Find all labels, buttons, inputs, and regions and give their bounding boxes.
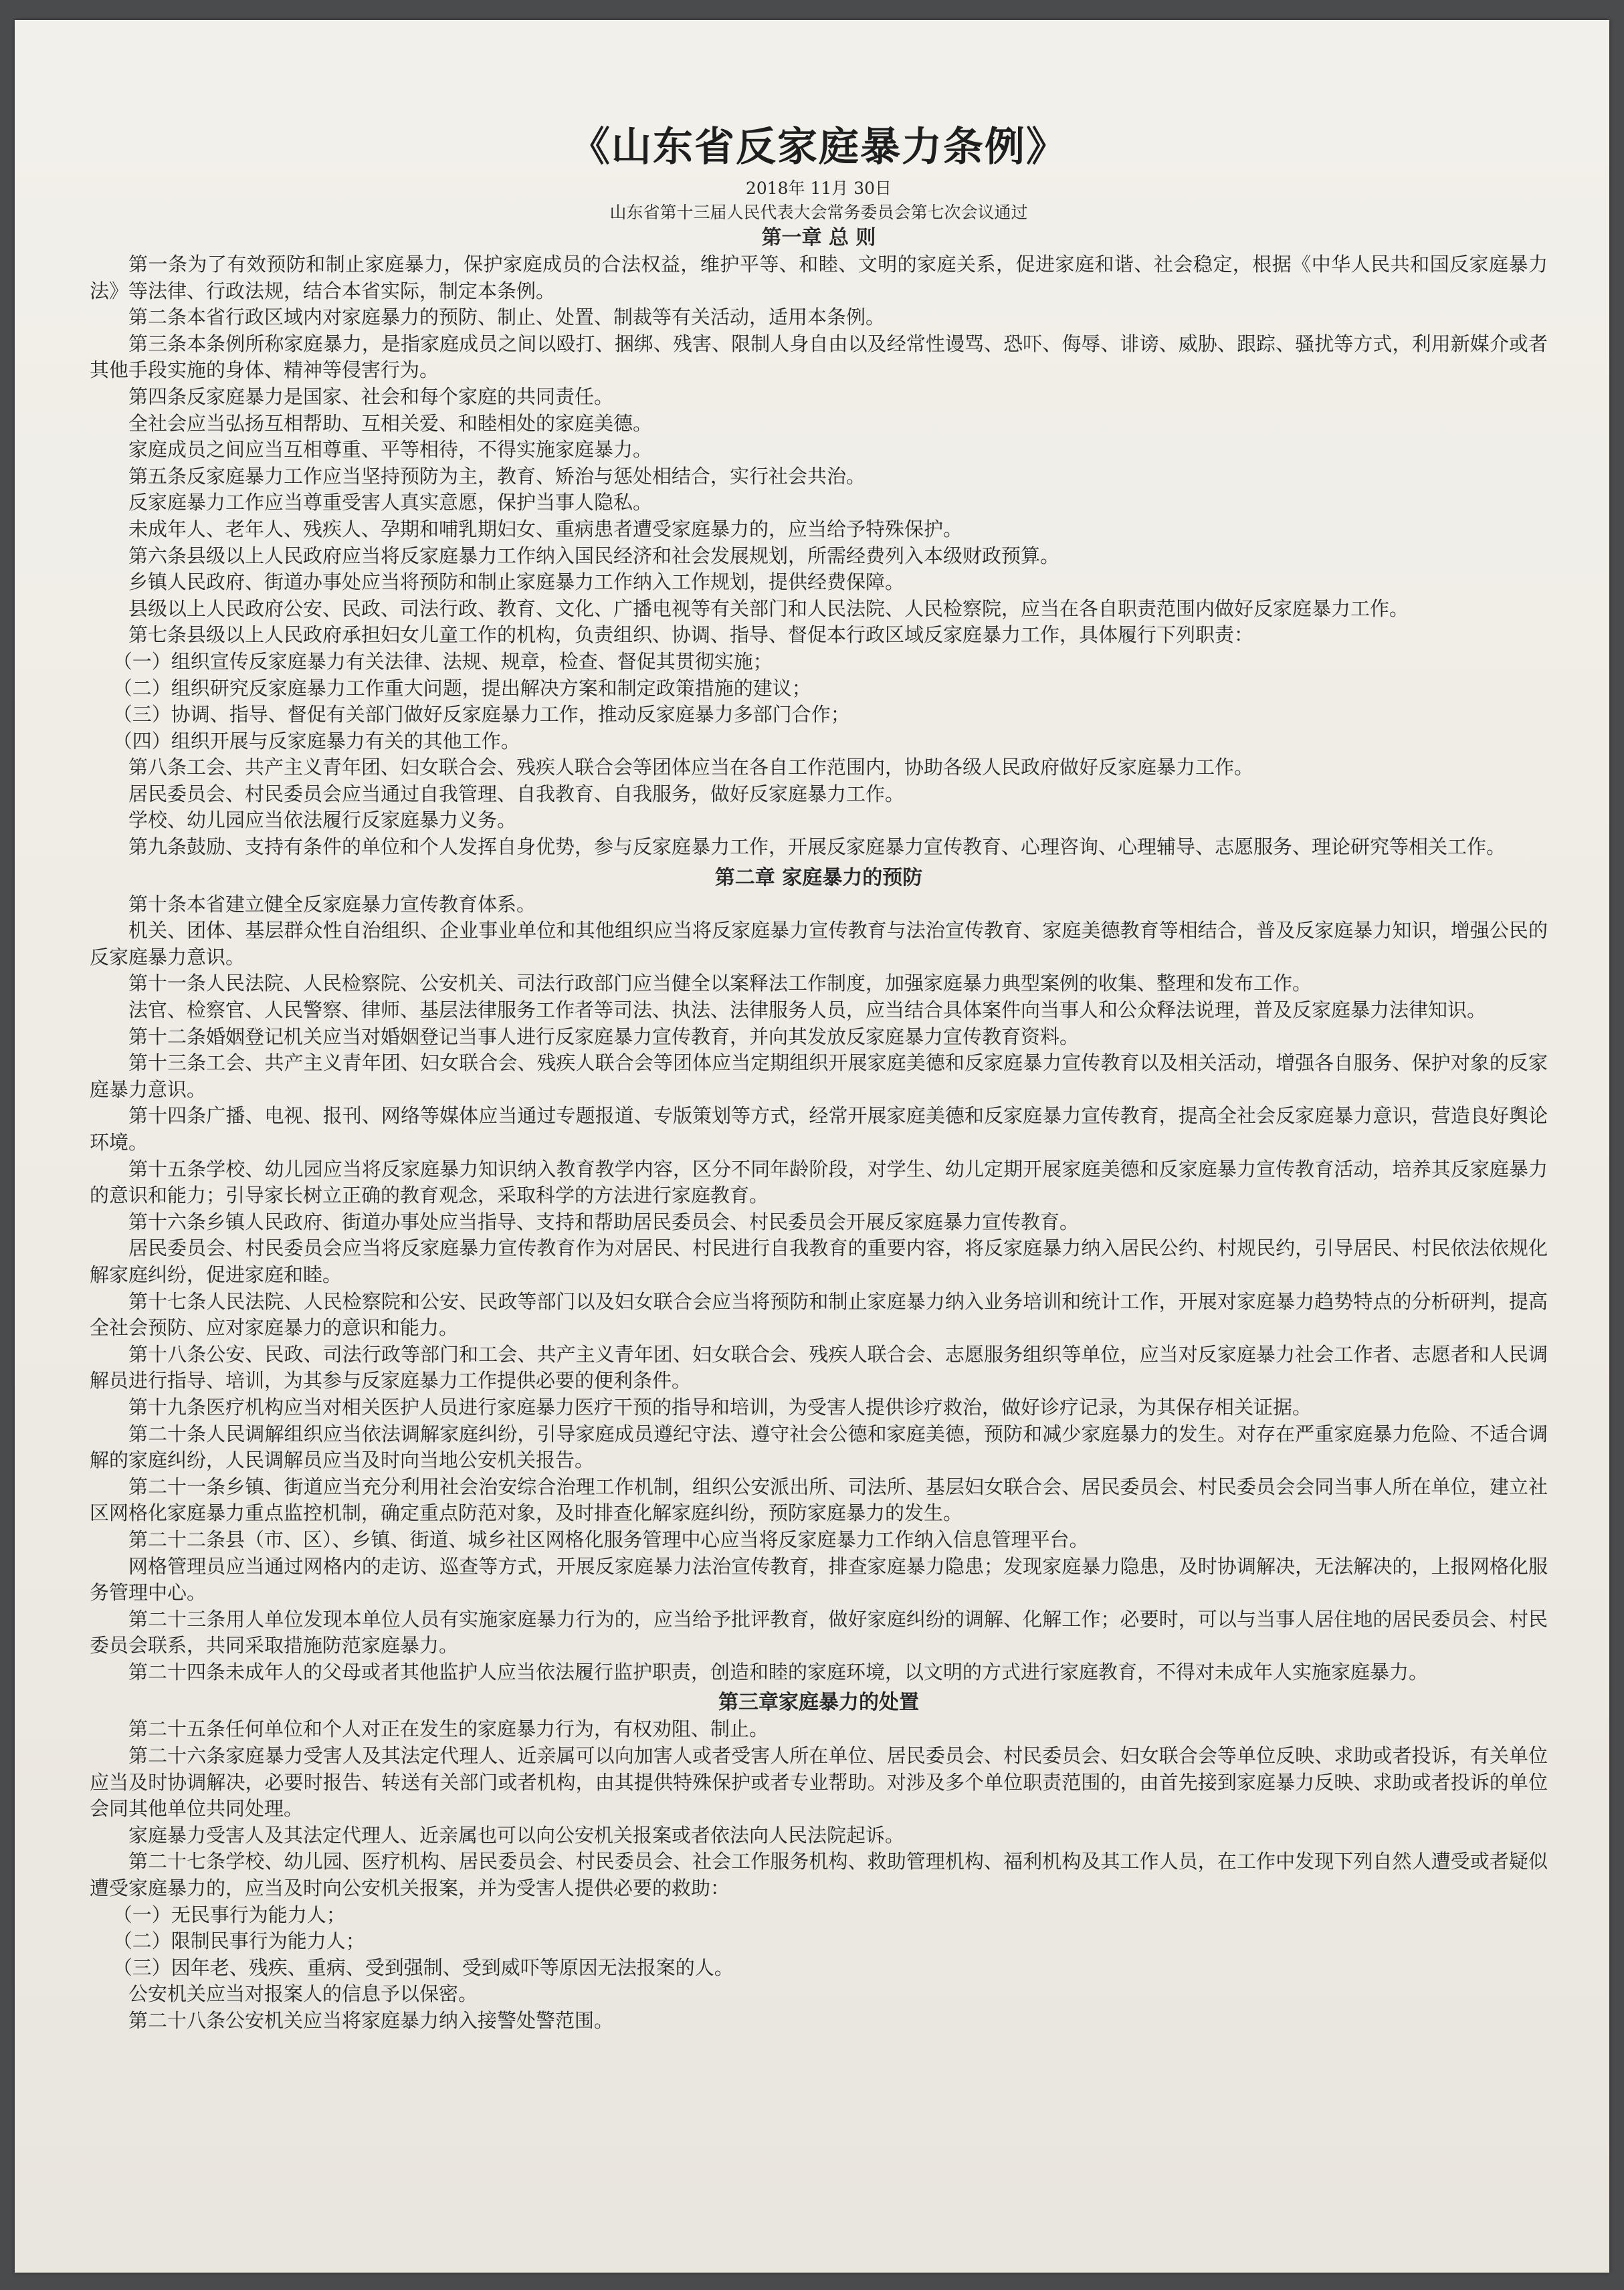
article-paragraph: 机关、团体、基层群众性自治组织、企业事业单位和其他组织应当将反家庭暴力宣传教育与法治宣传教育、家庭美德教育等相结合，普及反家庭暴力知识，增强公民的反家庭暴力意识。 [90, 919, 1548, 968]
article-paragraph: 第二十七条学校、幼儿园、医疗机构、居民委员会、村民委员会、社会工作服务机构、救助管理机构、福利机构及其工作人员，在工作中发现下列自然人遭受或者疑似遭受家庭暴力的，应当及时向公安机关报案，并为受害人提供必要的救助： [90, 1850, 1548, 1900]
article-paragraph: 第二十六条家庭暴力受害人及其法定代理人、近亲属可以向加害人或者受害人所在单位、居民委员会、村民委员会、妇女联合会等单位反映、求助或者投诉，有关单位应当及时协调解决，必要时报告、转送有关部门或者机构，由其提供特殊保护或者专业帮助。对涉及多个单位职责范围的，由首先接到家庭暴力反映、求助或者投诉的单位会同其他单位共同处理。 [90, 1744, 1548, 1820]
article-paragraph: （三）因年老、残疾、重病、受到强制、受到威吓等原因无法报案的人。 [112, 1956, 734, 1979]
article-paragraph: 第六条县级以上人民政府应当将反家庭暴力工作纳入国民经济和社会发展规划，所需经费列入本级财政预算。 [128, 544, 1060, 567]
article-paragraph: 第十四条广播、电视、报刊、网络等媒体应当通过专题报道、专版策划等方式，经常开展家庭美德和反家庭暴力宣传教育，提高全社会反家庭暴力意识，营造良好舆论环境。 [90, 1104, 1548, 1154]
article-paragraph: 第二十一条乡镇、街道应当充分利用社会治安综合治理工作机制，组织公安派出所、司法所、基层妇女联合会、居民委员会、村民委员会会同当事人所在单位，建立社区网格化家庭暴力重点监控机制，确定重点防范对象，及时排查化解家庭纠纷，预防家庭暴力的发生。 [90, 1475, 1548, 1525]
article-paragraph: 居民委员会、村民委员会应当通过自我管理、自我教育、自我服务，做好反家庭暴力工作。 [128, 782, 905, 805]
article-paragraph: （二）限制民事行为能力人； [112, 1930, 365, 1953]
article-paragraph: 第二十八条公安机关应当将家庭暴力纳入接警处警范围。 [128, 2009, 614, 2032]
article-paragraph: 家庭暴力受害人及其法定代理人、近亲属也可以向公安机关报案或者依法向人民法院起诉。 [128, 1823, 905, 1847]
article-paragraph: （三）协调、指导、督促有关部门做好反家庭暴力工作，推动反家庭暴力多部门合作； [112, 703, 850, 726]
adoption-note: 山东省第十三届人民代表大会常务委员会第七次会议通过 [609, 203, 1028, 222]
article-paragraph: 第二十四条未成年人的父母或者其他监护人应当依法履行监护职责，创造和睦的家庭环境，以文明的方式进行家庭教育，不得对未成年人实施家庭暴力。 [128, 1660, 1429, 1683]
article-paragraph: 第二条本省行政区域内对家庭暴力的预防、制止、处置、制裁等有关活动，适用本条例。 [128, 306, 886, 329]
article-paragraph: 第十五条学校、幼儿园应当将反家庭暴力知识纳入教育教学内容，区分不同年龄阶段，对学生、幼儿定期开展家庭美德和反家庭暴力宣传教育活动，培养其反家庭暴力的意识和能力；引导家长树立正确的教育观念，采取科学的方法进行家庭教育。 [90, 1157, 1548, 1207]
article-paragraph: 第十条本省建立健全反家庭暴力宣传教育体系。 [128, 892, 536, 916]
article-paragraph: 县级以上人民政府公安、民政、司法行政、教育、文化、广播电视等有关部门和人民法院、人民检察院，应当在各自职责范围内做好反家庭暴力工作。 [128, 597, 1409, 620]
article-paragraph: （一）无民事行为能力人； [112, 1903, 346, 1926]
article-paragraph: 法官、检察官、人民警察、律师、基层法律服务工作者等司法、执法、法律服务人员，应当结合具体案件向当事人和公众释法说理，普及反家庭暴力法律知识。 [128, 999, 1487, 1022]
document-title: 《山东省反家庭暴力条例》 [570, 124, 1068, 171]
article-paragraph: 第十七条人民法院、人民检察院和公安、民政等部门以及妇女联合会应当将预防和制止家庭暴力纳入业务培训和统计工作，开展对家庭暴力趋势特点的分析研判，提高全社会预防、应对家庭暴力的意识和能力。 [90, 1289, 1548, 1340]
article-paragraph: 第十三条工会、共产主义青年团、妇女联合会、残疾人联合会等团体应当定期组织开展家庭美德和反家庭暴力宣传教育以及相关活动，增强各自服务、保护对象的反家庭暴力意识。 [90, 1051, 1548, 1101]
article-paragraph: 家庭成员之间应当互相尊重、平等相待，不得实施家庭暴力。 [128, 438, 653, 461]
article-paragraph: 居民委员会、村民委员会应当将反家庭暴力宣传教育作为对居民、村民进行自我教育的重要内容，将反家庭暴力纳入居民公约、村规民约，引导居民、村民依法依规化解家庭纠纷，促进家庭和睦。 [90, 1237, 1548, 1286]
article-paragraph: 第三条本条例所称家庭暴力，是指家庭成员之间以殴打、捆绑、残害、限制人身自由以及经常性谩骂、恐吓、侮辱、诽谤、威胁、跟踪、骚扰等方式，利用新媒介或者其他手段实施的身体、精神等侵害行为。 [90, 332, 1548, 382]
article-paragraph: 第十八条公安、民政、司法行政等部门和工会、共产主义青年团、妇女联合会、残疾人联合会、志愿服务组织等单位，应当对反家庭暴力社会工作者、志愿者和人民调解员进行指导、培训，为其参与反家庭暴力工作提供必要的便利条件。 [90, 1342, 1548, 1392]
article-paragraph: 第五条反家庭暴力工作应当坚持预防为主，教育、矫治与惩处相结合，实行社会共治。 [128, 464, 866, 488]
article-paragraph: 第四条反家庭暴力是国家、社会和每个家庭的共同责任。 [128, 385, 614, 408]
chapters-container [90, 225, 1548, 2035]
article-paragraph: （二）组织研究反家庭暴力工作重大问题，提出解决方案和制定政策措施的建议； [112, 676, 811, 700]
article-paragraph: 第八条工会、共产主义青年团、妇女联合会、残疾人联合会等团体应当在各自工作范围内，协助各级人民政府做好反家庭暴力工作。 [128, 756, 1254, 779]
chapter-heading: 第二章 家庭暴力的预防 [714, 865, 923, 890]
article-paragraph: 第十一条人民法院、人民检察院、公安机关、司法行政部门应当健全以案释法工作制度，加强家庭暴力典型案例的收集、整理和发布工作。 [128, 972, 1312, 995]
article-paragraph: 第十九条医疗机构应当对相关医护人员进行家庭暴力医疗干预的指导和培训，为受害人提供诊疗救治，做好诊疗记录，为其保存相关证据。 [128, 1395, 1312, 1419]
article-paragraph: 反家庭暴力工作应当尊重受害人真实意愿，保护当事人隐私。 [128, 491, 653, 514]
article-paragraph: （四）组织开展与反家庭暴力有关的其他工作。 [112, 729, 520, 752]
article-paragraph: 第九条鼓励、支持有条件的单位和个人发挥自身优势，参与反家庭暴力工作，开展反家庭暴力宣传教育、心理咨询、心理辅导、志愿服务、理论研究等相关工作。 [128, 835, 1506, 859]
article-paragraph: 全社会应当弘扬互相帮助、互相关爱、和睦相处的家庭美德。 [128, 411, 653, 435]
article-paragraph: 公安机关应当对报案人的信息予以保密。 [128, 1982, 478, 2006]
paper-sheet [15, 20, 1609, 2273]
article-paragraph: 学校、幼儿园应当依法履行反家庭暴力义务。 [128, 809, 517, 832]
chapter-heading: 第一章 总 则 [761, 226, 876, 249]
document-date: 2018年 11月 30日 [745, 179, 892, 198]
article-paragraph: 第二十条人民调解组织应当依法调解家庭纠纷，引导家庭成员遵纪守法、遵守社会公德和家庭美德，预防和减少家庭暴力的发生。对存在严重家庭暴力危险、不适合调解的家庭纠纷，人民调解员应当及时向当地公安机关报告。 [90, 1422, 1548, 1472]
article-paragraph: 第十二条婚姻登记机关应当对婚姻登记当事人进行反家庭暴力宣传教育，并向其发放反家庭暴力宣传教育资料。 [128, 1025, 1080, 1048]
article-paragraph: （一）组织宣传反家庭暴力有关法律、法规、规章，检查、督促其贯彻实施； [112, 649, 773, 673]
article-paragraph: 第二十三条用人单位发现本单位人员有实施家庭暴力行为的，应当给予批评教育，做好家庭纠纷的调解、化解工作；必要时，可以与当事人居住地的居民委员会、村民委员会联系，共同采取措施防范家庭暴力。 [90, 1607, 1548, 1657]
chapter-heading: 第三章家庭暴力的处置 [718, 1691, 919, 1715]
article-paragraph: 乡镇人民政府、街道办事处应当将预防和制止家庭暴力工作纳入工作规划，提供经费保障。 [128, 570, 905, 594]
article-paragraph: 网格管理员应当通过网格内的走访、巡查等方式，开展反家庭暴力法治宣传教育，排查家庭暴力隐患；发现家庭暴力隐患，及时协调解决，无法解决的，上报网格化服务管理中心。 [90, 1554, 1548, 1604]
article-paragraph: 第二十五条任何单位和个人对正在发生的家庭暴力行为，有权劝阻、制止。 [128, 1718, 769, 1741]
regulation-document [90, 120, 1548, 2035]
article-paragraph: 第一条为了有效预防和制止家庭暴力，保护家庭成员的合法权益，维护平等、和睦、文明的家庭关系，促进家庭和谐、社会稳定，根据《中华人民共和国反家庭暴力法》等法律、行政法规，结合本省实际，制定本条例。 [90, 253, 1548, 302]
article-paragraph: 第二十二条县（市、区）、乡镇、街道、城乡社区网格化服务管理中心应当将反家庭暴力工作纳入信息管理平台。 [128, 1528, 1089, 1551]
article-paragraph: 第十六条乡镇人民政府、街道办事处应当指导、支持和帮助居民委员会、村民委员会开展反家庭暴力宣传教育。 [128, 1210, 1080, 1233]
article-paragraph: 第七条县级以上人民政府承担妇女儿童工作的机构，负责组织、协调、指导、督促本行政区域反家庭暴力工作，具体履行下列职责： [128, 623, 1254, 647]
article-paragraph: 未成年人、老年人、残疾人、孕期和哺乳期妇女、重病患者遭受家庭暴力的，应当给予特殊保护。 [128, 517, 963, 540]
